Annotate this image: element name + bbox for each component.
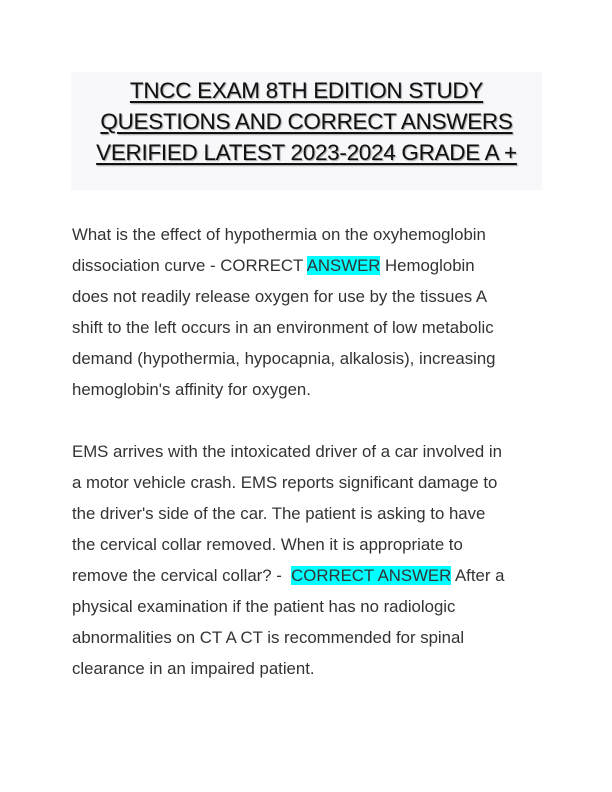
qa-text: Hemoglobin [380,256,475,275]
answer-highlight: ANSWER [306,256,381,275]
qa-line: physical examination if the patient has no radiologic [72,597,456,616]
title-line-3: VERIFIED LATEST 2023-2024 GRADE A + [96,140,517,165]
qa-line [72,250,552,281]
qa-text: remove the cervical collar? - [72,566,292,585]
title-line-1: TNCC EXAM 8TH EDITION STUDY [129,78,484,103]
qa-line: What is the effect of hypothermia on the oxyhemoglobin [72,225,486,244]
title-box [71,72,542,190]
qa-line: shift to the left occurs in an environment of low metabolic [72,318,494,337]
qa-item-cervical-collar [72,436,552,684]
answer-highlight: CORRECT ANSWER [291,566,452,585]
qa-line: hemoglobin's affinity for oxygen. [72,380,311,399]
qa-line: demand (hypothermia, hypocapnia, alkalosis), increasing [72,349,496,368]
qa-line [72,560,552,591]
qa-item-hypothermia [72,219,552,405]
title-line-2: QUESTIONS AND CORRECT ANSWERS [100,109,513,134]
qa-line: the cervical collar removed. When it is appropriate to [72,535,463,554]
document-title [71,72,542,168]
qa-line: a motor vehicle crash. EMS reports significant damage to [72,473,498,492]
qa-text: After a [451,566,505,585]
qa-line: clearance in an impaired patient. [72,659,315,678]
qa-text: dissociation curve - CORRECT [72,256,303,275]
qa-line: abnormalities on CT A CT is recommended for spinal [72,628,465,647]
qa-line: the driver's side of the car. The patient is asking to have [72,504,486,523]
qa-line: does not readily release oxygen for use by the tissues A [72,287,488,306]
qa-line: EMS arrives with the intoxicated driver of a car involved in [72,442,502,461]
